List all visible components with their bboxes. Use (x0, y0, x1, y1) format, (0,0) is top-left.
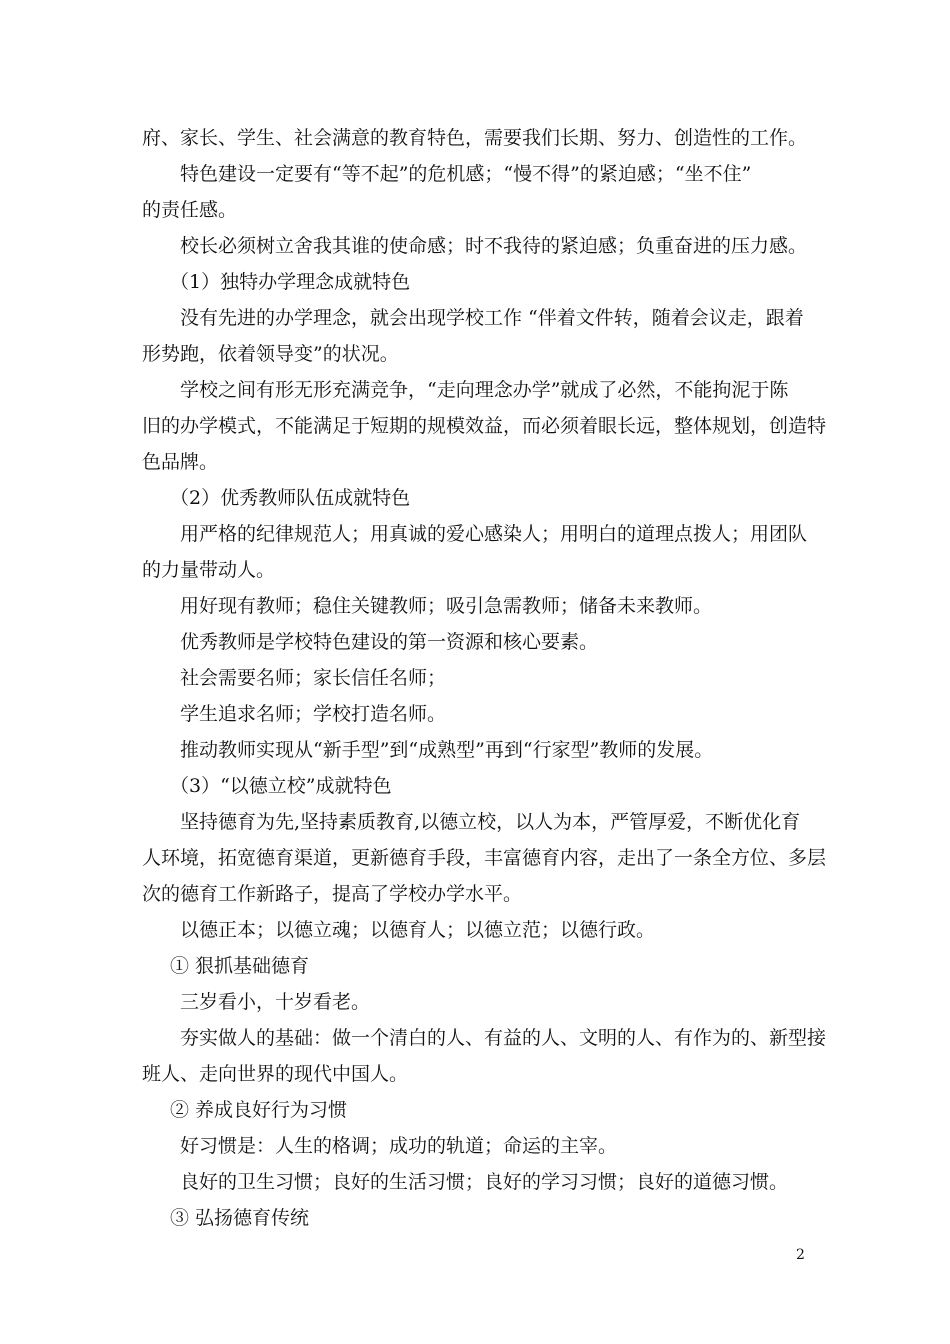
text-line: 学校之间有形无形充满竞争，“走向理念办学”就成了必然，不能拘泥于陈 (180, 379, 789, 401)
text-line: 好习惯是：人生的格调；成功的轨道；命运的主宰。 (180, 1135, 618, 1157)
text-line: 没有先进的办学理念，就会出现学校工作 “伴着文件转，随着会议走，跟着 (180, 307, 804, 329)
text-line: 府、家长、学生、社会满意的教育特色，需要我们长期、努力、创造性的工作。 (142, 127, 808, 149)
text-line: 坚持德育为先,坚持素质教育,以德立校，以人为本，严管厚爱，不断优化育 (180, 811, 801, 833)
text-line: 夯实做人的基础：做一个清白的人、有益的人、文明的人、有作为的、新型接 (180, 1027, 827, 1049)
text-line: 以德正本；以德立魂；以德育人；以德立范；以德行政。 (180, 919, 656, 941)
text-line: 社会需要名师；家长信任名师； (180, 667, 447, 689)
text-line: 班人、走向世界的现代中国人。 (142, 1063, 409, 1085)
text-line: 用好现有教师；稳住关键教师；吸引急需教师；储备未来教师。 (180, 595, 713, 617)
text-line: 旧的办学模式，不能满足于短期的规模效益，而必须着眼长远，整体规划，创造特 (142, 415, 827, 437)
text-line: 良好的卫生习惯；良好的生活习惯；良好的学习习惯；良好的道德习惯。 (180, 1171, 789, 1193)
section-heading: （1）独特办学理念成就特色 (170, 271, 411, 293)
text-line: 推动教师实现从“新手型”到“成熟型”再到“行家型”教师的发展。 (180, 739, 714, 761)
text-line: 的责任感。 (142, 199, 238, 221)
text-line: 校长必须树立舍我其谁的使命感；时不我待的紧迫感；负重奋进的压力感。 (180, 235, 808, 257)
text-line: 特色建设一定要有“等不起”的危机感；“慢不得”的紧迫感；“坐不住” (180, 163, 752, 185)
text-line: 形势跑，依着领导变”的状况。 (142, 343, 399, 365)
text-line: 三岁看小，十岁看老。 (180, 991, 371, 1013)
text-line: 的力量带动人。 (142, 559, 276, 581)
text-line: 色品牌。 (142, 451, 219, 473)
section-heading: （2）优秀教师队伍成就特色 (170, 487, 411, 509)
section-heading: （3）“以德立校”成就特色 (170, 775, 392, 797)
text-line: 人环境，拓宽德育渠道，更新德育手段，丰富德育内容，走出了一条全方位、多层 (142, 847, 827, 869)
document-body (142, 120, 827, 1236)
text-line: 优秀教师是学校特色建设的第一资源和核心要素。 (180, 631, 599, 653)
text-line: 学生追求名师；学校打造名师。 (180, 703, 447, 725)
subsection-heading: ② 养成良好行为习惯 (170, 1099, 348, 1121)
text-line: 次的德育工作新路子，提高了学校办学水平。 (142, 883, 523, 905)
text-line: 用严格的纪律规范人；用真诚的爱心感染人；用明白的道理点拨人；用团队 (180, 523, 808, 545)
subsection-heading: ① 狠抓基础德育 (170, 955, 310, 977)
page-number: 2 (796, 1247, 805, 1263)
subsection-heading: ③ 弘扬德育传统 (170, 1207, 310, 1229)
